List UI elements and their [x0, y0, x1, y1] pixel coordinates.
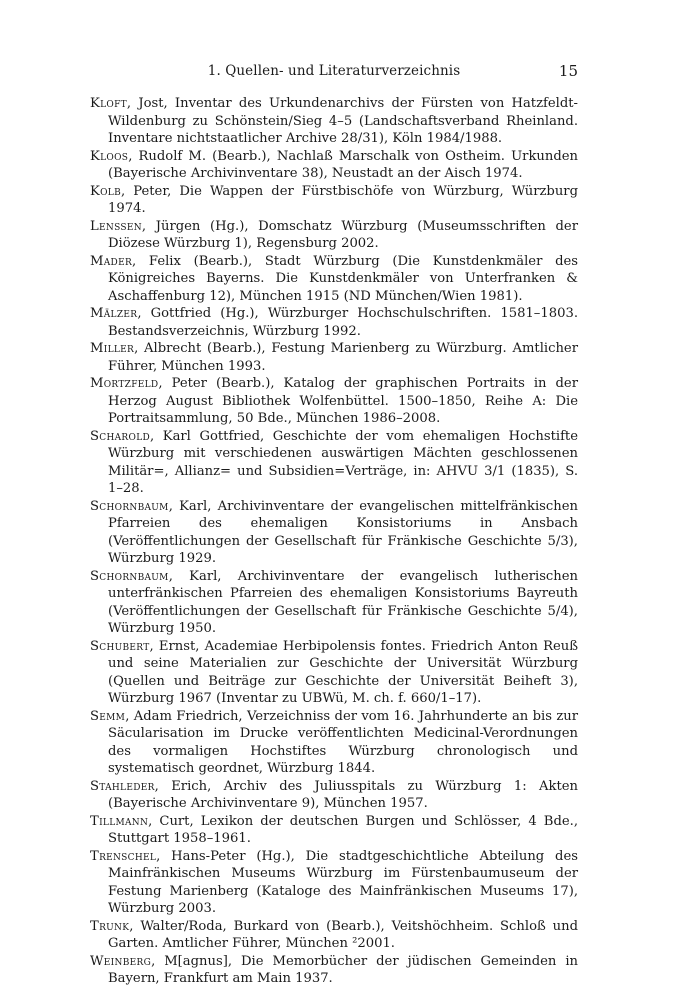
- entry-text: , Gottfried (Hg.), Würzburger Hochschulschriften. 1581–1803. Bestandsverzeichnis, Würzburg 1992.: [108, 306, 578, 339]
- bibliography-list: [90, 95, 578, 988]
- entry-text: , Walter/Roda, Burkard von (Bearb.), Veitshöchheim. Schloß und Garten. Amtlicher Führer, München ²2001.: [108, 918, 578, 951]
- entry-text: , Jürgen (Hg.), Domschatz Würzburg (Museumsschriften der Diözese Würzburg 1), Regensburg 2002.: [108, 218, 578, 251]
- entry-author: Trunk: [90, 918, 130, 934]
- entry-author: Kloos: [90, 148, 129, 164]
- entry-author: Mälzer: [90, 306, 138, 321]
- bibliography-entry: [90, 95, 578, 148]
- entry-text: , Ernst, Academiae Herbipolensis fontes. Friedrich Anton Reuß und seine Materialien zur Geschichte der Universität Würzburg (Quellen und Beiträge zur Geschichte der Universität Beiheft 3), Würzburg 1967 (Inventar zu UBWü, M. ch. f. 660/1–17).: [108, 638, 578, 706]
- bibliography-entry: [90, 568, 578, 638]
- entry-author: Schornbaum: [90, 568, 169, 584]
- entry-author: Mortzfeld: [90, 376, 159, 391]
- entry-author: Mader: [90, 253, 133, 269]
- entry-text: , Albrecht (Bearb.), Festung Marienberg zu Würzburg. Amtlicher Führer, München 1993.: [108, 341, 578, 374]
- entry-author: Kolb: [90, 183, 121, 199]
- entry-author: Schubert: [90, 638, 150, 654]
- running-title: 1. Quellen- und Literaturverzeichnis: [207, 63, 461, 79]
- bibliography-entry: [90, 305, 578, 340]
- bibliography-entry: [90, 953, 578, 988]
- bibliography-entry: [90, 253, 578, 306]
- entry-text: , Curt, Lexikon der deutschen Burgen und Schlösser, 4 Bde., Stuttgart 1958–1961.: [108, 813, 578, 846]
- running-header: [90, 60, 578, 82]
- bibliography-entry: [90, 218, 578, 253]
- entry-text: , Karl, Archivinventare der evangelischen mittelfränkischen Pfarreien des ehemaligen Konsistoriums in Ansbach (Veröffentlichungen der Gesellschaft für Fränkische Geschichte 5/3), Würzburg 1929.: [108, 498, 578, 566]
- entry-text: , Rudolf M. (Bearb.), Nachlaß Marschalk von Ostheim. Urkunden (Bayerische Archivinventare 38), Neustadt an der Aisch 1974.: [108, 148, 578, 181]
- entry-author: Kloft: [90, 96, 127, 111]
- entry-author: Miller: [90, 341, 135, 356]
- entry-text: , Karl, Archivinventare der evangelisch lutherischen unterfränkischen Pfarreien des ehemaligen Konsistoriums Bayreuth (Veröffentlichungen der Gesellschaft für Fränkische Geschichte 5/4), Würzburg 1950.: [108, 568, 578, 636]
- entry-text: , Hans-Peter (Hg.), Die stadtgeschichtliche Abteilung des Mainfränkischen Museums Würzburg im Fürstenbaumuseum der Festung Marienberg (Kataloge des Mainfränkischen Museums 17), Würzburg 2003.: [108, 848, 578, 916]
- bibliography-entry: [90, 778, 578, 813]
- entry-text: , Peter, Die Wappen der Fürstbischöfe von Würzburg, Würzburg 1974.: [108, 183, 578, 216]
- page-number: 15: [558, 62, 578, 80]
- entry-author: Stahleder: [90, 778, 155, 794]
- entry-author: Tillmann: [90, 813, 149, 829]
- entry-author: Scharold: [90, 428, 150, 444]
- entry-text: , Jost, Inventar des Urkundenarchivs der Fürsten von Hatzfeldt-Wildenburg zu Schönstein/Sieg 4–5 (Landschaftsverband Rheinland. Inventare nichtstaatlicher Archive 28/31), Köln 1984/1988.: [108, 96, 578, 146]
- entry-text: , Erich, Archiv des Juliusspitals zu Würzburg 1: Akten (Bayerische Archivinventare 9), München 1957.: [108, 778, 578, 811]
- entry-author: Trenschel: [90, 848, 157, 864]
- entry-text: , Peter (Bearb.), Katalog der graphischen Portraits in der Herzog August Bibliothek Wolfenbüttel. 1500–1850, Reihe A: Die Portraitsammlung, 50 Bde., München 1986–2008.: [108, 376, 578, 426]
- entry-author: Semm: [90, 708, 126, 724]
- bibliography-entry: [90, 708, 578, 778]
- bibliography-entry: [90, 638, 578, 708]
- entry-author: Weinberg: [90, 953, 152, 969]
- bibliography-entry: [90, 428, 578, 498]
- bibliography-entry: [90, 183, 578, 218]
- entry-text: , Felix (Bearb.), Stadt Würzburg (Die Kunstdenkmäler des Königreiches Bayerns. Die Kunstdenkmäler von Unterfranken & Aschaffenburg 12), München 1915 (ND München/Wien 1981).: [108, 253, 578, 304]
- entry-text: , M[agnus], Die Memorbücher der jüdischen Gemeinden in Bayern, Frankfurt am Main 1937.: [108, 953, 578, 986]
- entry-author: Schornbaum: [90, 498, 169, 514]
- bibliography-entry: [90, 340, 578, 375]
- bibliography-entry: [90, 375, 578, 428]
- bibliography-entry: [90, 498, 578, 568]
- entry-text: , Karl Gottfried, Geschichte der vom ehemaligen Hochstifte Würzburg mit verschiedenen auswärtigen Mächten geschlossenen Militär=, Allianz= und Subsidien=Verträge, in: AHVU 3/1 (1835), S. 1–28.: [108, 428, 578, 496]
- bibliography-entry: [90, 148, 578, 183]
- bibliography-entry: [90, 813, 578, 848]
- bibliography-entry: [90, 918, 578, 953]
- bibliography-entry: [90, 848, 578, 918]
- entry-author: Lenssen: [90, 218, 142, 234]
- entry-text: , Adam Friedrich, Verzeichniss der vom 16. Jahrhunderte an bis zur Säcularisation im Drucke veröffentlichten Medicinal-Verordnungen des vormaligen Hochstiftes Würzburg chronologisch und systematisch geordnet, Würzburg 1844.: [108, 708, 578, 776]
